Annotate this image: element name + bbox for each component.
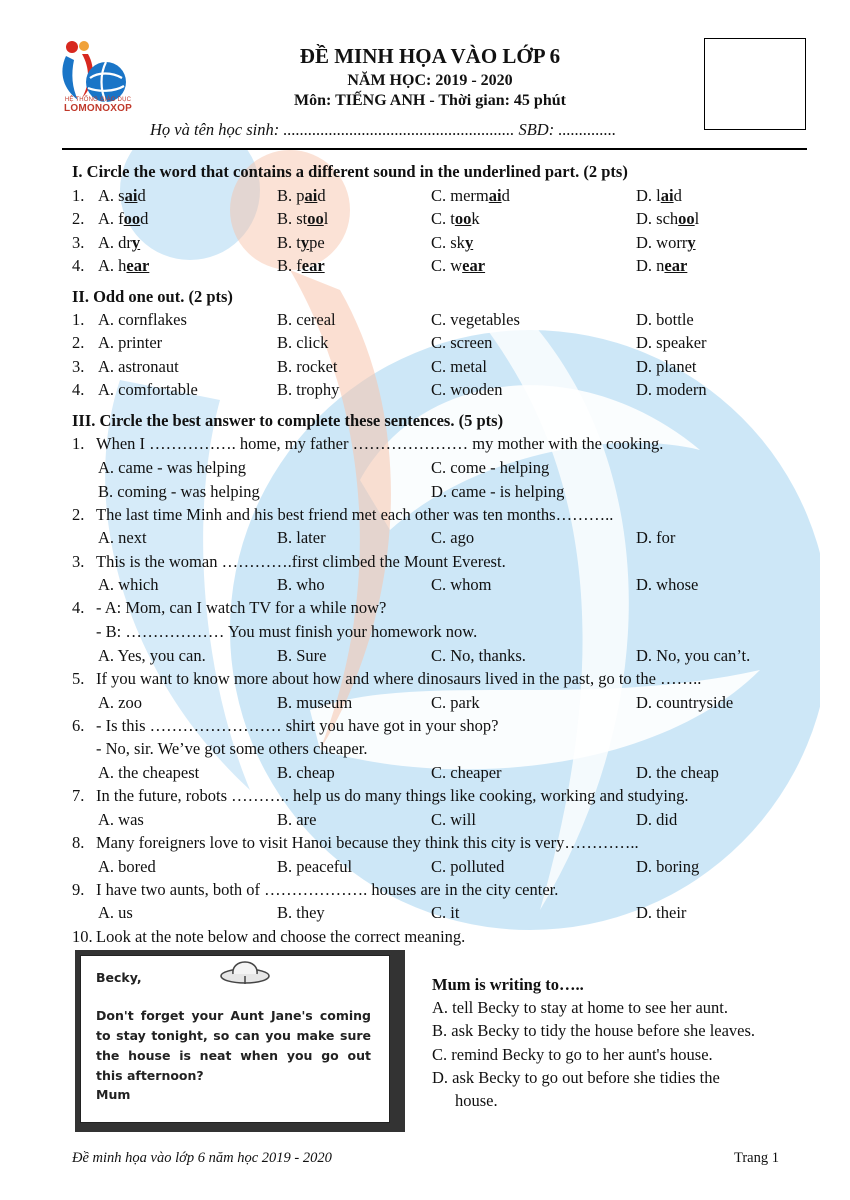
option-d[interactable]: D. countryside — [636, 693, 734, 712]
option-a[interactable]: A. printer — [98, 333, 163, 352]
question-4-line-2 — [72, 622, 812, 644]
question-number: 4. — [72, 380, 85, 399]
note-greeting: Becky, — [96, 970, 142, 985]
list-item — [72, 256, 812, 278]
logo-name: LOMONOXOP — [64, 103, 132, 114]
student-info-line[interactable]: Họ và tên học sinh: ........................................................ SBD: .............. — [150, 120, 617, 139]
option-c[interactable]: C. wooden — [431, 380, 503, 399]
option-c[interactable] — [431, 256, 485, 276]
school-year: NĂM HỌC: 2019 - 2020 — [347, 72, 513, 89]
word-part: k — [471, 209, 480, 228]
option-b[interactable] — [277, 209, 328, 229]
list-item — [72, 186, 812, 208]
option-a[interactable]: A. cornflakes — [98, 310, 187, 329]
question-number: 4. — [72, 256, 85, 275]
option-c[interactable]: C. will — [431, 810, 476, 829]
option-c[interactable]: C. No, thanks. — [431, 646, 526, 665]
option-b[interactable]: B. museum — [277, 693, 353, 712]
question-number: 1. — [72, 186, 85, 205]
word-part: A. dr — [98, 233, 132, 252]
option-d[interactable]: D. the cheap — [636, 763, 719, 782]
question-1 — [72, 434, 812, 456]
question-text: - A: Mom, can I watch TV for a while now? — [96, 598, 387, 617]
option-d[interactable]: D. their — [636, 903, 687, 922]
option-d[interactable]: D. bottle — [636, 310, 694, 329]
option-a[interactable]: A. bored — [98, 857, 156, 876]
question-text: The last time Minh and his best friend met each other was ten months……….. — [96, 505, 614, 524]
question-1-options-row-2 — [72, 482, 812, 504]
option-d[interactable]: D. No, you can’t. — [636, 646, 751, 665]
underlined-sound: ear — [126, 256, 150, 275]
option-a[interactable]: A. comfortable — [98, 380, 198, 399]
word-part: l — [694, 209, 700, 228]
option-d[interactable]: D. did — [636, 810, 678, 829]
underlined-sound: ai — [124, 186, 138, 205]
option-d[interactable] — [636, 186, 682, 206]
option-c[interactable]: C. remind Becky to go to her aunt's house. — [432, 1045, 713, 1064]
option-c[interactable]: C. come - helping — [431, 458, 550, 477]
question-number: 2. — [72, 209, 85, 228]
list-item — [72, 333, 812, 355]
list-item — [72, 209, 812, 231]
option-a[interactable]: A. the cheapest — [98, 763, 200, 782]
underlined-sound: ai — [488, 186, 502, 205]
question-number: 9. — [72, 880, 85, 899]
word-part: D. n — [636, 256, 665, 275]
question-number: 5. — [72, 669, 85, 688]
underlined-sound: y — [687, 233, 696, 252]
option-d[interactable] — [636, 233, 696, 253]
option-a[interactable]: A. zoo — [98, 693, 142, 712]
question-4-options — [72, 646, 812, 668]
question-number: 6. — [72, 716, 85, 735]
question-text: If you want to know more about how and where dinosaurs lived in the past, go to the …….. — [96, 669, 702, 688]
subject-time: Môn: TIẾNG ANH - Thời gian: 45 phút — [294, 92, 566, 109]
underlined-sound: ai — [304, 186, 318, 205]
question-text: Many foreigners love to visit Hanoi because they think this city is very………….. — [96, 833, 639, 852]
option-b[interactable]: B. cheap — [277, 763, 335, 782]
question-number: 2. — [72, 505, 85, 524]
underlined-sound: ai — [660, 186, 674, 205]
question-8-options — [72, 857, 812, 879]
logo-caption — [58, 97, 138, 114]
option-d[interactable] — [636, 256, 687, 276]
option-c[interactable]: C. screen — [431, 333, 493, 352]
question-3 — [72, 552, 812, 574]
option-d[interactable] — [636, 209, 699, 229]
option-a[interactable]: A. us — [98, 903, 133, 922]
option-b[interactable]: B. coming - was helping — [98, 482, 260, 501]
option-d[interactable]: D. whose — [636, 575, 699, 594]
option-d[interactable]: D. boring — [636, 857, 700, 876]
option-b[interactable] — [277, 186, 326, 206]
word-part: pe — [309, 233, 325, 252]
question-5 — [72, 669, 812, 691]
option-d[interactable]: D. modern — [636, 380, 707, 399]
question-text: - Is this …………………… shirt you have got in your shop? — [96, 716, 499, 735]
question-6-line-2 — [72, 739, 812, 761]
option-c[interactable]: C. cheaper — [431, 763, 502, 782]
word-part: D. l — [636, 186, 661, 205]
word-part: d — [140, 209, 149, 228]
option-b[interactable]: B. they — [277, 903, 325, 922]
word-part: d — [673, 186, 682, 205]
underlined-sound: oo — [123, 209, 141, 228]
underlined-sound: y — [300, 233, 310, 252]
underlined-sound: ear — [664, 256, 688, 275]
page-number: Trang 1 — [734, 1150, 779, 1166]
word-part: A. s — [98, 186, 125, 205]
question-number: 2. — [72, 333, 85, 352]
underlined-sound: oo — [454, 209, 472, 228]
option-a[interactable]: A. was — [98, 810, 144, 829]
option-b[interactable]: B. who — [277, 575, 325, 594]
question-number: 4. — [72, 598, 85, 617]
word-part: A. h — [98, 256, 127, 275]
list-item — [72, 310, 812, 332]
word-part: B. p — [277, 186, 305, 205]
underlined-sound: y — [131, 233, 141, 252]
option-d[interactable]: D. speaker — [636, 333, 707, 352]
word-part: B. f — [277, 256, 302, 275]
word-part: l — [323, 209, 329, 228]
option-b[interactable]: B. peaceful — [277, 857, 353, 876]
word-part: C. t — [431, 209, 455, 228]
question-10 — [72, 927, 812, 949]
question-8 — [72, 833, 812, 855]
option-b[interactable]: B. cereal — [277, 310, 336, 329]
question-9 — [72, 880, 812, 902]
question-4 — [72, 598, 812, 620]
footer-title: Đề minh họa vào lớp 6 năm học 2019 - 2020 — [72, 1150, 332, 1166]
q10-prompt: Mum is writing to….. — [432, 975, 584, 994]
option-b[interactable]: B. Sure — [277, 646, 327, 665]
note-body: Don't forget your Aunt Jane's coming to stay tonight, so can you make sure the house is neat when you go out this afternoon? — [96, 1008, 371, 1083]
question-number: 1. — [72, 434, 85, 453]
question-text: This is the woman ………….first climbed the Mount Everest. — [96, 552, 506, 571]
word-part: C. w — [431, 256, 463, 275]
option-c[interactable] — [431, 233, 473, 253]
word-part: d — [137, 186, 146, 205]
option-b[interactable] — [277, 256, 325, 276]
underlined-sound: ear — [462, 256, 486, 275]
option-b[interactable]: B. rocket — [277, 357, 338, 376]
underlined-sound: oo — [678, 209, 695, 228]
word-part: A. f — [98, 209, 124, 228]
question-text: Look at the note below and choose the correct meaning. — [96, 927, 466, 946]
question-number: 1. — [72, 310, 85, 329]
option-b[interactable]: B. click — [277, 333, 329, 352]
question-number: 3. — [72, 233, 85, 252]
option-a[interactable]: A. next — [98, 528, 147, 547]
word-part: C. merm — [431, 186, 489, 205]
option-c[interactable]: C. polluted — [431, 857, 505, 876]
option-a[interactable]: A. Yes, you can. — [98, 646, 206, 665]
underlined-sound: oo — [307, 209, 324, 228]
question-2-options — [72, 528, 812, 550]
option-d[interactable]: D. planet — [636, 357, 697, 376]
word-part: d — [317, 186, 326, 205]
question-number: 7. — [72, 786, 85, 805]
section-2-heading: II. Odd one out. (2 pts) — [72, 287, 233, 306]
word-part: C. sk — [431, 233, 465, 252]
question-number: 3. — [72, 357, 85, 376]
underlined-sound: ear — [301, 256, 325, 275]
list-item — [72, 357, 812, 379]
option-c[interactable] — [431, 209, 480, 229]
option-c[interactable]: C. whom — [431, 575, 492, 594]
question-3-options — [72, 575, 812, 597]
option-a[interactable] — [98, 209, 148, 229]
question-7-options — [72, 810, 812, 832]
option-a[interactable]: A. tell Becky to stay at home to see her aunt. — [432, 998, 729, 1017]
question-number: 8. — [72, 833, 85, 852]
question-5-options — [72, 693, 812, 715]
option-b[interactable]: B. later — [277, 528, 326, 547]
question-2 — [72, 505, 812, 527]
word-part: B. st — [277, 209, 308, 228]
word-part: D. worr — [636, 233, 688, 252]
option-b[interactable]: B. ask Becky to tidy the house before she leaves. — [432, 1021, 756, 1040]
section-3-heading: III. Circle the best answer to complete these sentences. (5 pts) — [72, 411, 504, 430]
underlined-sound: y — [464, 233, 474, 252]
header-divider — [62, 148, 807, 150]
word-part: d — [501, 186, 510, 205]
question-number: 3. — [72, 552, 85, 571]
question-text: I have two aunts, both of ………………. houses are in the city center. — [96, 880, 559, 899]
option-d[interactable]: D. for — [636, 528, 676, 547]
question-7 — [72, 786, 812, 808]
exam-title: ĐỀ MINH HỌA VÀO LỚP 6 — [299, 44, 561, 68]
option-c[interactable]: C. ago — [431, 528, 475, 547]
option-d[interactable]: D. came - is helping — [431, 482, 565, 501]
school-logo-icon — [58, 38, 138, 128]
option-d-continued[interactable]: house. — [455, 1091, 498, 1110]
score-box — [704, 38, 806, 130]
question-text: In the future, robots ……….. help us do many things like cooking, working and studying. — [96, 786, 689, 805]
list-item — [72, 233, 812, 255]
question-number: 10. — [72, 927, 93, 946]
question-6-options — [72, 763, 812, 785]
question-text: - No, sir. We’ve got some others cheaper. — [96, 739, 368, 758]
question-1-options-row-1 — [72, 458, 812, 480]
note-signature: Mum — [96, 1087, 131, 1102]
question-text: - B: ……………… You must finish your homework now. — [96, 622, 478, 641]
option-a[interactable]: A. astronaut — [98, 357, 179, 376]
option-c[interactable]: C. vegetables — [431, 310, 520, 329]
section-1-heading: I. Circle the word that contains a different sound in the underlined part. (2 pts) — [72, 162, 628, 181]
option-d[interactable]: D. ask Becky to go out before she tidies the — [432, 1068, 720, 1087]
option-b[interactable]: B. trophy — [277, 380, 340, 399]
option-c[interactable]: C. park — [431, 693, 480, 712]
option-b[interactable]: B. are — [277, 810, 317, 829]
option-a[interactable] — [98, 256, 149, 276]
option-c[interactable] — [431, 186, 510, 206]
question-9-options — [72, 903, 812, 925]
option-a[interactable] — [98, 233, 140, 253]
option-a[interactable]: A. came - was helping — [98, 458, 246, 477]
logo-tagline: HỆ THỐNG GIÁO DỤC — [64, 97, 132, 103]
option-b[interactable] — [277, 233, 325, 253]
option-a[interactable] — [98, 186, 146, 206]
option-c[interactable]: C. it — [431, 903, 460, 922]
option-c[interactable]: C. metal — [431, 357, 487, 376]
word-part: D. sch — [636, 209, 679, 228]
question-text: When I ……………. home, my father ………………… my mother with the cooking. — [96, 434, 664, 453]
question-6 — [72, 716, 812, 738]
option-a[interactable]: A. which — [98, 575, 159, 594]
list-item — [72, 380, 812, 402]
word-part: B. t — [277, 233, 301, 252]
